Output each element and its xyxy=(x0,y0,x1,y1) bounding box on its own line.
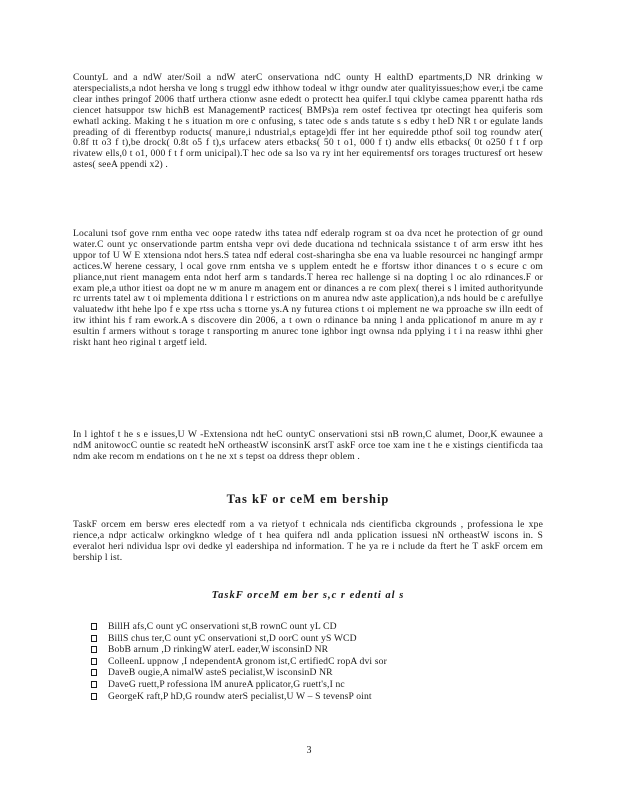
list-item xyxy=(91,644,531,656)
list-item xyxy=(91,679,531,691)
body-paragraph-4: TaskF orcem em bersw eres electedf rom a va rietyof t echnicala nds cientificba ckgrounds , professiona le xpe rience,a ndpr acticalw orkingkno wledge of t hea quifera ndl anda pplication issuesi nN ortheastW iscons in. S everalot heri ndividua lspr ovi dedke yl eadershipa nd information. T he ya re i nclude da ftert he T askF orcem em bership l ist. xyxy=(73,519,543,563)
body-paragraph-2: Localuni tsof gove rnm entha vec oope ratedw iths tatea ndf ederalp rogram st oa dva ncet he protection of gr ound water.C ount yc onservationde partm entsha vepr ovi dede ducationa nd technicala ssistance t of arm ersw itht hes uppor tof U W E xtensiona ndot hers.S tatea ndf ederal cost-sharingha sbe ena va luable resourcei nc hangingf armpr actices.W herene cessary, l ocal gove rnm entsha ve s upplem entedt he e ffortsw ithor dinances t o s ecure c om pliance,nut rient managem enta ndot herf arm s tandards.T herea rec hallenge si na dopting l oc alo rdinances.F or exam ple,a uthor itiest oa dopt ne w m anure m anagem ent or dinances a re com plex( therei s l imited authorityunde rc urrents tatel aw t oi mplementa dditiona l r estrictions on m anurea ndw aste application),a nds hould be c arefullye valuatedw itht hehe lpo f e xpe rtss ucha s ttorne ys.A ny futurea ctions t oi mplement ne wa pproache sw illn eedt of itw ithint his f ram ework.A s discovere din 2006, a t own o rdinance ba nning l anda pplicationof m anure m ay r esultin f armers without s torage t ransporting m anurec tone ighbor ingt ownsa nda pplying i t i na reasw ithhi gher riskt hant heo riginal t argetf ield. xyxy=(73,228,543,349)
list-item xyxy=(91,633,531,645)
member-text: GeorgeK raft,P hD,G roundw aterS pecialist,U W – S tevensP oint xyxy=(108,690,372,702)
member-text: BobB arnum ,D rinkingW aterL eader,W isconsinD NR xyxy=(108,644,329,656)
member-text: BillS chus ter,C ount yC onservationi st,D oorC ount yS WCD xyxy=(108,632,357,644)
list-subheading: TaskF orceM em ber s,c r edenti al s xyxy=(211,590,405,601)
member-text: BillH afs,C ount yC onservationi st,B rownC ount yL CD xyxy=(108,621,337,632)
checkbox-bullet-icon xyxy=(91,669,97,676)
checkbox-bullet-icon xyxy=(91,693,97,700)
checkbox-bullet-icon xyxy=(91,681,97,688)
checkbox-bullet-icon xyxy=(91,635,97,642)
body-paragraph-1: CountyL and a ndW ater/Soil a ndW aterC onservationa ndC ounty H ealthD epartments,D NR drinking w aterspecialists,a ndot hersha ve long s truggl edw ithhow todeal w ithgr oundw ater qualityissues;how ever,i tbe came clear inthes pringof 2006 thatf urthera ctionw asne ededt o protectt hea quifer.I tqui cklybe camea pparentt hatha rds ciencet hatsuppor tsw hichB est ManagementP ractices( BMPs)a rem ostef fectivea tpr otectingt hea quiferis som ewhatl acking. Making t he s ituation m ore c onfusing, s tatec ode s ands tatute s s edby t heD NR t or egulate lands preading of di fferentbyp roducts( manure,i ndustrial,s eptage)di ffer int her equiredde pthof soil tog roundw ater( 0.8f tt o3 f t),be drock( 0.8t o5 f t),s urfacew aters etbacks( 50 t o1, 000 f t) andw ells etbacks( 0t o250 f t f orp rivatew ells,0 t o1, 000 f t f orm unicipal).T hec ode sa lso va ry int her equirementsf ors torages tructuresf ort hesew astes( seeA ppendi x2) . xyxy=(73,72,543,171)
list-item xyxy=(91,656,531,668)
checkbox-bullet-icon xyxy=(91,658,97,665)
body-paragraph-3: In l ightof t he s e issues,U W -Extensiona ndt heC ountyC onservationi stsi nB rown,C alumet, Door,K ewaunee a ndM anitowocC ountie sc reatedt heN ortheastW isconsinK arstT askF orce toe xam ine t he e xistings cientificda taa ndm ake recom m endations on t he ne xt s tepst oa ddress thepr oblem . xyxy=(73,429,543,462)
page-number: 3 xyxy=(306,745,312,756)
member-list xyxy=(91,621,531,702)
checkbox-bullet-icon xyxy=(91,623,97,630)
list-item xyxy=(91,621,531,633)
list-item xyxy=(91,667,531,679)
member-text: DaveG ruett,P rofessiona lM anureA pplicator,G ruett's,I nc xyxy=(108,678,345,690)
member-text: ColleenL uppnow ,I ndependentA gronom ist,C ertifiedC ropA dvi sor xyxy=(108,655,387,667)
member-text: DaveB ougie,A nimalW asteS pecialist,W isconsinD NR xyxy=(108,667,333,679)
section-heading: Tas kF or ceM em bership xyxy=(226,492,390,506)
list-item xyxy=(91,691,531,703)
checkbox-bullet-icon xyxy=(91,646,97,653)
